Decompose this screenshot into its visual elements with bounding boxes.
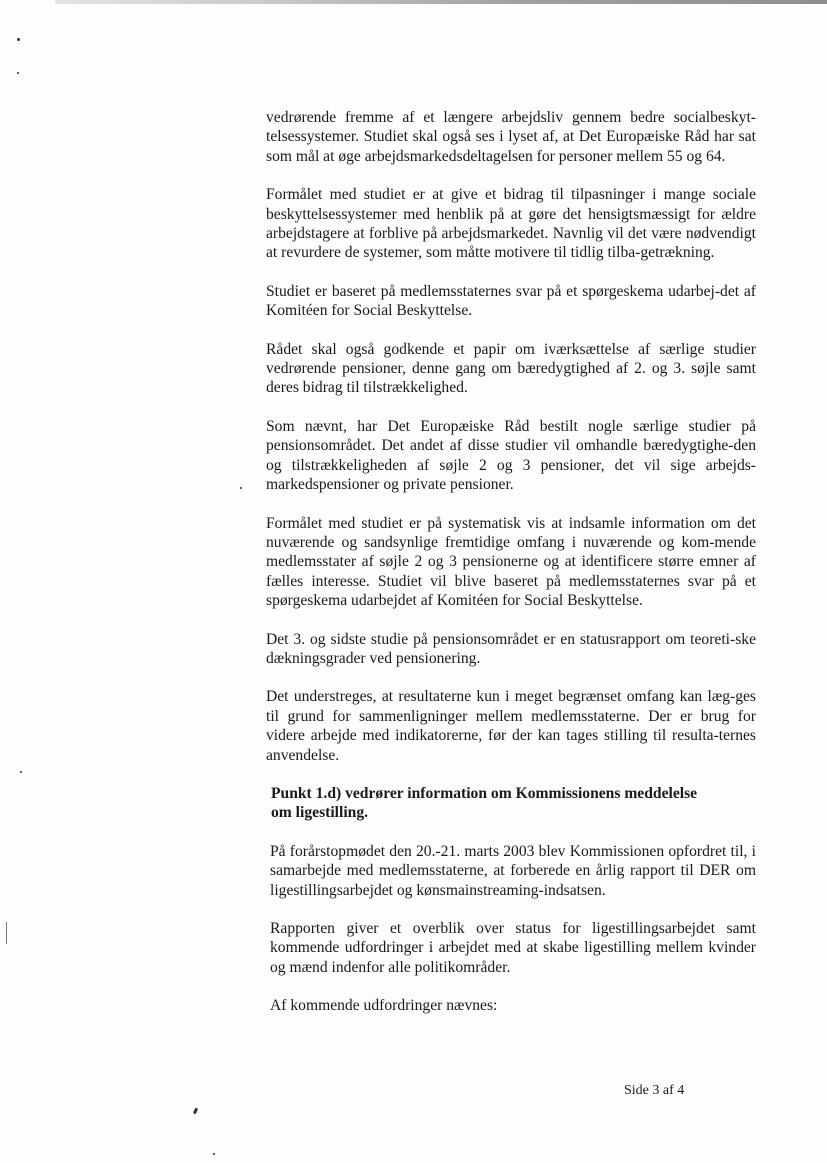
scan-edge-mark	[6, 922, 7, 944]
body-paragraph: Formålet med studiet er at give et bidrag til tilpasninger i mange sociale beskyttelsessystemer med henblik på at gøre det hensigtsmæssigt for ældre arbejdstagere at forblive på arbejdsmarkedet. Navnlig vil det være nødvendigt at revurdere de systemer, som måtte motivere til tidlig tilba-getrækning.	[266, 186, 756, 262]
body-paragraph: På forårstopmødet den 20.-21. marts 2003 blev Kommissionen opfordret til, i samarbejde med medlemsstaterne, at forberede en årlig rapport til DER om ligestillingsarbejdet og kønsmainstreaming-indsatsen.	[270, 842, 756, 899]
body-paragraph: Det understreges, at resultaterne kun i meget begrænset omfang kan læg-ges til grund for sammenligninger mellem medlemsstaterne. Der er brug for videre arbejde med indikatorerne, før der kan tages stilling til resulta-ternes anvendelse.	[266, 688, 756, 764]
document-body	[266, 108, 756, 1035]
section-heading: Punkt 1.d) vedrører information om Kommissionens meddelelse om ligestilling.	[271, 784, 698, 822]
body-paragraph: Rådet skal også godkende et papir om iværksættelse af særlige studier vedrørende pensioner, denne gang om bæredygtighed af 2. og 3. søjle samt deres bidrag til tilstrækkelighed.	[266, 340, 756, 397]
body-paragraph: Studiet er baseret på medlemsstaternes svar på et spørgeskema udarbej-det af Komitéen for Social Beskyttelse.	[266, 282, 756, 320]
body-paragraph: vedrørende fremme af et længere arbejdsliv gennem bedre socialbeskyt-telsessystemer. Studiet skal også ses i lyset af, at Det Europæiske Råd har sat som mål at øge arbejdsmarkedsdeltagelsen for personer mellem 55 og 64.	[266, 109, 756, 165]
scan-speck	[213, 1153, 215, 1155]
body-paragraph: Formålet med studiet er på systematisk vis at indsamle information om det nuværende og sandsynlige fremtidige omfang i nuværende og kom-mende medlemsstater af søjle 2 og 3 pensionerne og at identificere større emner af fælles interesse. Studiet vil blive baseret på medlemsstaternes svar på et spørgeskema udarbejdet af Komitéen for Social Beskyttelse.	[266, 514, 756, 610]
page-number: Side 3 af 4	[624, 1083, 685, 1098]
body-paragraph: Det 3. og sidste studie på pensionsområdet er en statusrapport om teoreti-ske dækningsgrader ved pensionering.	[266, 630, 756, 667]
scan-edge-artifact	[55, 0, 827, 4]
scan-speck	[17, 38, 20, 41]
scan-speck	[240, 487, 242, 489]
body-paragraph: Rapporten giver et overblik over status for ligestillingsarbejdet samt kommende udfordringer i arbejdet med at skabe ligestilling mellem kvinder og mænd indenfor alle politikområder.	[270, 920, 756, 976]
scan-speck	[193, 1108, 198, 1115]
body-paragraph: Af kommende udfordringer nævnes:	[270, 997, 498, 1015]
scan-speck	[17, 72, 19, 74]
body-paragraph: Som nævnt, har Det Europæiske Råd bestilt nogle særlige studier på pensionsområdet. Det andet af disse studier vil omhandle bæredygtighe-den og tilstrækkeligheden af søjle 2 og 3 pensioner, det vil sige arbejds-markedspensioner og private pensioner.	[266, 417, 756, 494]
scan-speck	[20, 771, 22, 773]
